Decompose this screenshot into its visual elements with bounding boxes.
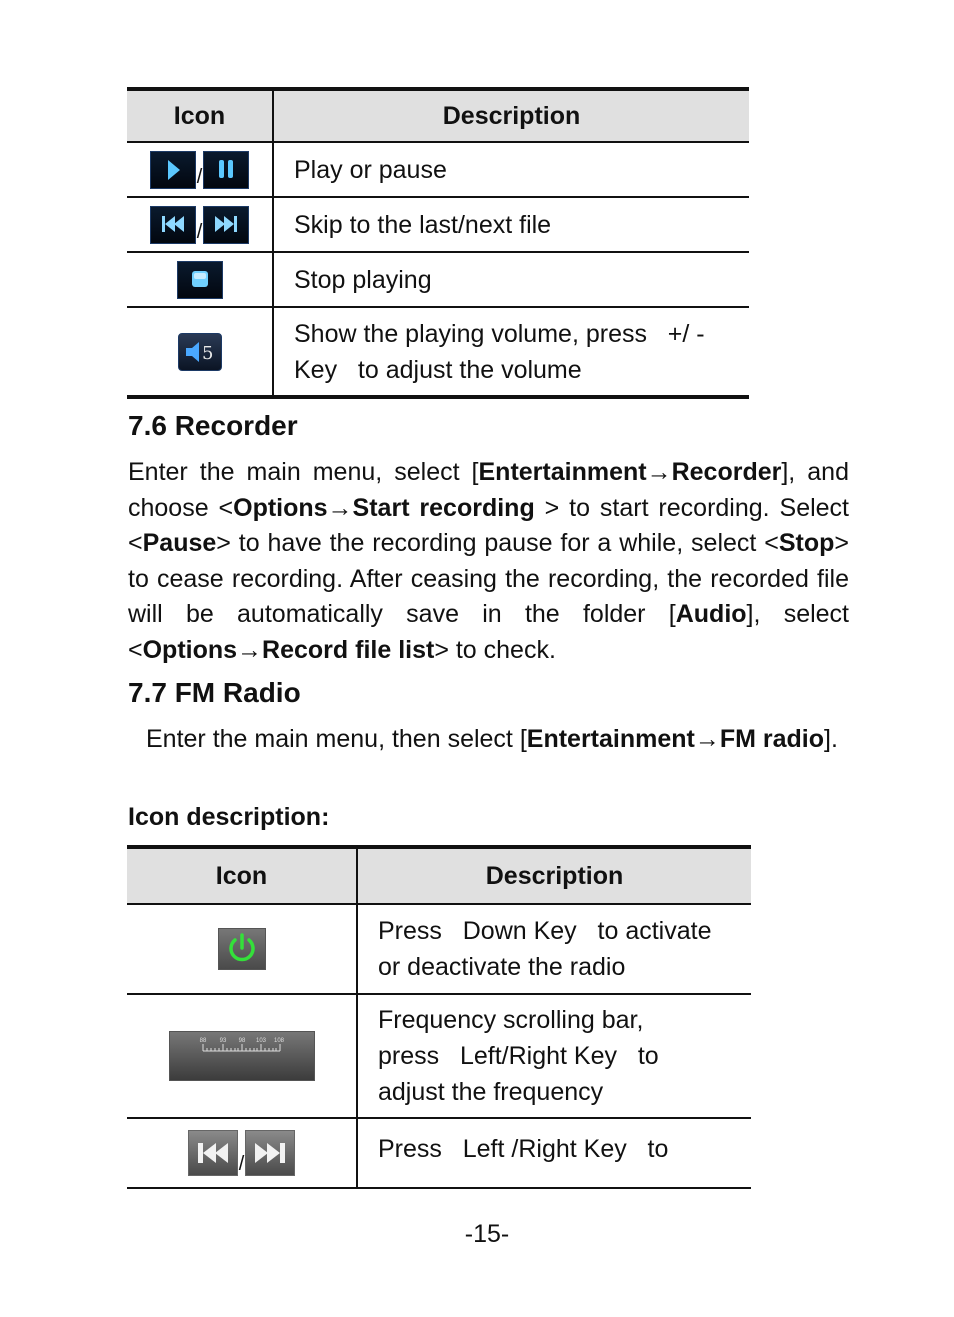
recorder-paragraph: Enter the main menu, select [Entertainment→Recorder], and choose <Options→Start recording > to start recording. Select <Pause> to have the recording pause for a while, select <Stop> to cease recording. After ceasing the recording, the recorded file will be automatically save in the folder [Audio], select <Options→Record file list> to check. (128, 458, 850, 664)
volume-icon (178, 333, 222, 371)
section-heading-fm-radio: 7.7 FM Radio (128, 677, 301, 708)
tick-label: 103 (255, 1038, 266, 1044)
seek-previous-icon (188, 1130, 238, 1176)
section-heading-recorder: 7.6 Recorder (128, 410, 298, 441)
stop-icon (177, 261, 223, 299)
icon-column-header: Icon (127, 89, 273, 142)
row-description-line: Press Down Key to activate (378, 917, 712, 945)
previous-icon (150, 206, 196, 244)
table-row (127, 994, 751, 1118)
row-description-line: or deactivate the radio (378, 953, 626, 981)
row-description-line: Show the playing volume, press +/ - (294, 319, 705, 348)
row-description-line: Frequency scrolling bar, (378, 1006, 644, 1034)
page-number: -15- (464, 1220, 510, 1248)
tick-label: 98 (238, 1038, 245, 1044)
table-row (127, 904, 751, 994)
row-description-line: Press Left /Right Key to (378, 1135, 669, 1163)
radio-icon-table (127, 845, 751, 1189)
tick-label: 88 (199, 1038, 206, 1044)
tick-label: 93 (219, 1038, 226, 1044)
table-row (127, 252, 749, 307)
seek-next-icon (245, 1130, 295, 1176)
volume-level-text: 5 (201, 342, 213, 364)
fm-paragraph: Enter the main menu, then select [Entertainment→FM radio]. (146, 725, 838, 753)
media-icon-table (127, 87, 749, 399)
row-description-line: Key to adjust the volume (294, 355, 582, 384)
row-description: Stop playing (273, 252, 749, 307)
table-row: / Skip to the last/next file (127, 197, 749, 252)
description-column-header: Description (273, 89, 749, 142)
tick-label: 108 (273, 1038, 284, 1044)
table-row (127, 307, 749, 397)
icon-column-header: Icon (127, 847, 357, 904)
icon-description-label: Icon description: (128, 803, 330, 831)
power-icon (218, 928, 266, 970)
pause-icon (203, 151, 249, 189)
table-row: / Play or pause (127, 142, 749, 197)
table-header-row (127, 847, 751, 904)
next-icon (203, 206, 249, 244)
row-description: Skip to the last/next file (273, 197, 749, 252)
table-row: / Press Left /Right Key to (127, 1118, 751, 1188)
row-description-line: adjust the frequency (378, 1078, 604, 1106)
description-column-header: Description (357, 847, 751, 904)
frequency-scale-icon (169, 1031, 315, 1081)
play-icon (150, 151, 196, 189)
row-description-line: press Left/Right Key to (378, 1042, 659, 1070)
row-description: Play or pause (273, 142, 749, 197)
table-header-row (127, 89, 749, 142)
